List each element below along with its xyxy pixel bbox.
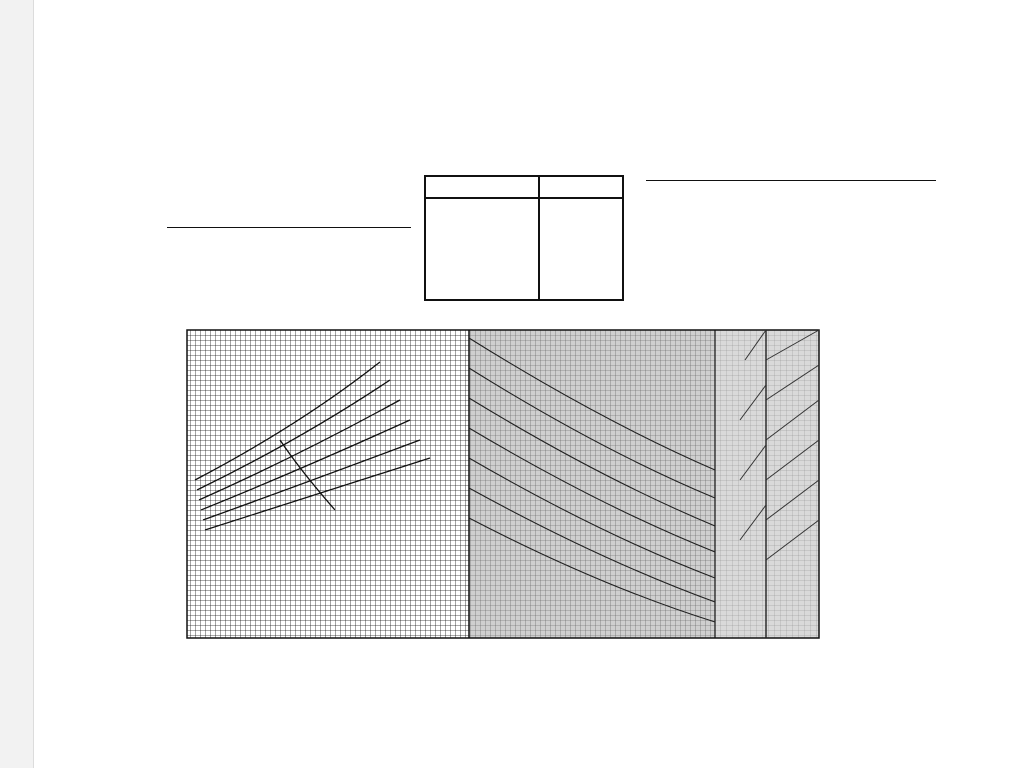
- weight-panel-grid: [469, 330, 715, 638]
- temperature-panel-grid: [187, 330, 469, 638]
- wind-panel-grid: [715, 330, 819, 638]
